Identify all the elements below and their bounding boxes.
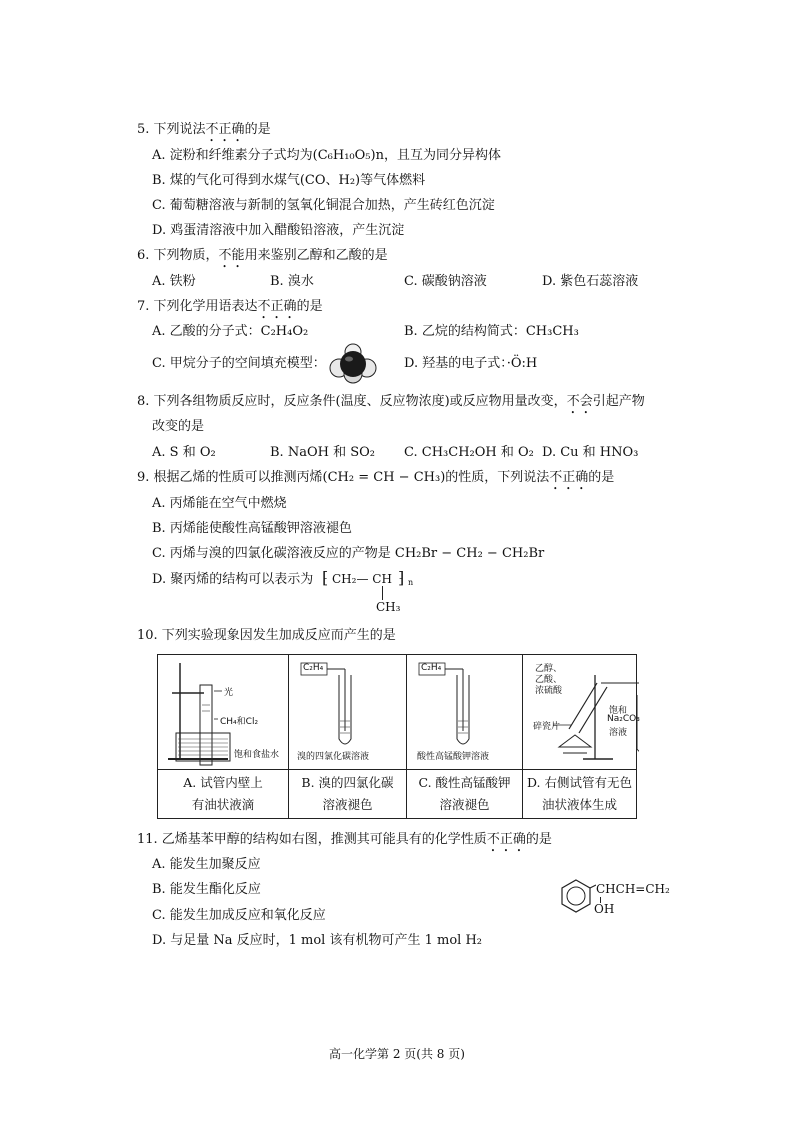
experiment-d-label-ethanol: 乙醇、 [535,664,563,674]
hydroxyl-group: OH [594,902,615,916]
question-9-option-a: A. 丙烯能在空气中燃烧 [152,496,287,511]
question-8-option-d: D. Cu 和 HNO₃ [542,445,639,460]
experiment-a-label-brine: 饱和食盐水 [234,750,280,760]
experiment-d-label-porcelain: 碎瓷片 [533,722,561,732]
question-6-option-b: B. 溴水 [270,274,314,289]
question-6-stem: 6. 下列物质，不能用来鉴别乙醇和乙酸的是 [137,248,388,263]
experiment-table [157,654,640,819]
question-6-option-c: C. 碳酸钠溶液 [404,274,487,289]
question-9-stem: 9. 根据乙烯的性质可以推测丙烯(CH₂ = CH − CH₃)的性质，下列说法不正确的是 [137,470,615,485]
polypropylene-branch: CH₃ [376,600,401,614]
vinyl-chain-formula: CHCH=CH₂ [596,882,670,896]
polypropylene-subscript: n [408,578,414,587]
question-5-option-d: D. 鸡蛋清溶液中加入醋酸铅溶液，产生沉淀 [152,223,405,238]
question-7-option-d: D. 羟基的电子式：·Ö:H [404,356,538,371]
question-11-stem: 11. 乙烯基苯甲醇的结构如右图，推测其可能具有的化学性质不正确的是 [137,832,552,847]
question-5-option-b: B. 煤的气化可得到水煤气(CO、H₂)等气体燃料 [152,173,426,188]
question-5-option-a: A. 淀粉和纤维素分子式均为(C₆H₁₀O₅)n，且互为同分异构体 [152,148,501,163]
question-11-option-b: B. 能发生酯化反应 [152,882,261,897]
question-7-option-c: C. 甲烷分子的空间填充模型： [152,356,326,371]
experiment-a-image [158,655,289,770]
experiment-d-label-saturated: 饱和 [609,706,628,716]
question-7-option-b: B. 乙烷的结构简式：CH₃CH₃ [404,324,579,339]
question-5-stem: 5. 下列说法不正确的是 [137,122,271,137]
question-7-stem: 7. 下列化学用语表达不正确的是 [137,299,323,314]
experiment-b-gas-label: C₂H₄ [303,663,324,673]
question-11-option-a: A. 能发生加聚反应 [152,857,261,872]
question-11-option-c: C. 能发生加成反应和氧化反应 [152,908,326,923]
experiment-d-label-sulfuric-acid: 浓硫酸 [535,686,563,696]
experiment-d-label-solution: 溶液 [609,728,628,738]
question-8-option-a: A. S 和 O₂ [152,445,216,460]
question-5-option-c: C. 葡萄糖溶液与新制的氢氧化铜混合加热，产生砖红色沉淀 [152,198,495,213]
benzene-ring-image [556,876,596,916]
experiment-c-caption: C. 酸性高锰酸钾 溶液褪色 [407,770,523,819]
page-footer: 高一化学第 2 页(共 8 页) [329,1047,465,1061]
question-7-option-a: A. 乙酸的分子式：C₂H₄O₂ [152,324,309,339]
question-8-stem: 8. 下列各组物质反应时，反应条件(温度、反应物浓度)或反应物用量改变，不会引起产物 [137,394,645,409]
experiment-a-caption: A. 试管内壁上 有油状液滴 [158,770,289,819]
experiment-a-label-light: 光 [224,688,234,698]
experiment-d-label-acetic-acid: 乙酸、 [535,675,563,685]
question-8-option-c: C. CH₃CH₂OH 和 O₂ [404,445,534,460]
experiment-c-image [407,655,523,770]
methane-space-filling-model-image [327,342,379,384]
experiment-d-image [523,655,640,770]
question-9-option-d: D. 聚丙烯的结构可以表示为 [152,572,314,587]
question-10-stem: 10. 下列实验现象因发生加成反应而产生的是 [137,628,396,643]
experiment-b-image [289,655,407,770]
question-6-option-d: D. 紫色石蕊溶液 [542,274,639,289]
experiment-d-label-na2co3: Na₂CO₃ [607,714,640,724]
question-8-option-b: B. NaOH 和 SO₂ [270,445,375,460]
experiment-c-gas-label: C₂H₄ [421,663,442,673]
experiment-c-solution-label: 酸性高锰酸钾溶液 [417,752,490,762]
experiment-a-label-gas: CH₄和Cl₂ [220,717,259,727]
question-9-option-c: C. 丙烯与溴的四氯化碳溶液反应的产物是 CH₂Br − CH₂ − CH₂Br [152,546,545,561]
question-8-stem-line-2: 改变的是 [152,419,205,434]
question-11-option-d: D. 与足量 Na 反应时，1 mol 该有机物可产生 1 mol H₂ [152,933,482,948]
question-6-option-a: A. 铁粉 [152,274,196,289]
experiment-b-caption: B. 溴的四氯化碳 溶液褪色 [289,770,407,819]
polypropylene-main-chain: CH₂— CH [332,572,392,586]
polypropylene-formula: ⁅ CH₂— CH ⁆ n CH₃ [322,568,414,614]
experiment-d-caption: D. 右侧试管有无色 油状液体生成 [523,770,637,819]
experiment-b-solution-label: 溴的四氯化碳溶液 [297,752,370,762]
question-9-option-b: B. 丙烯能使酸性高锰酸钾溶液褪色 [152,521,352,536]
